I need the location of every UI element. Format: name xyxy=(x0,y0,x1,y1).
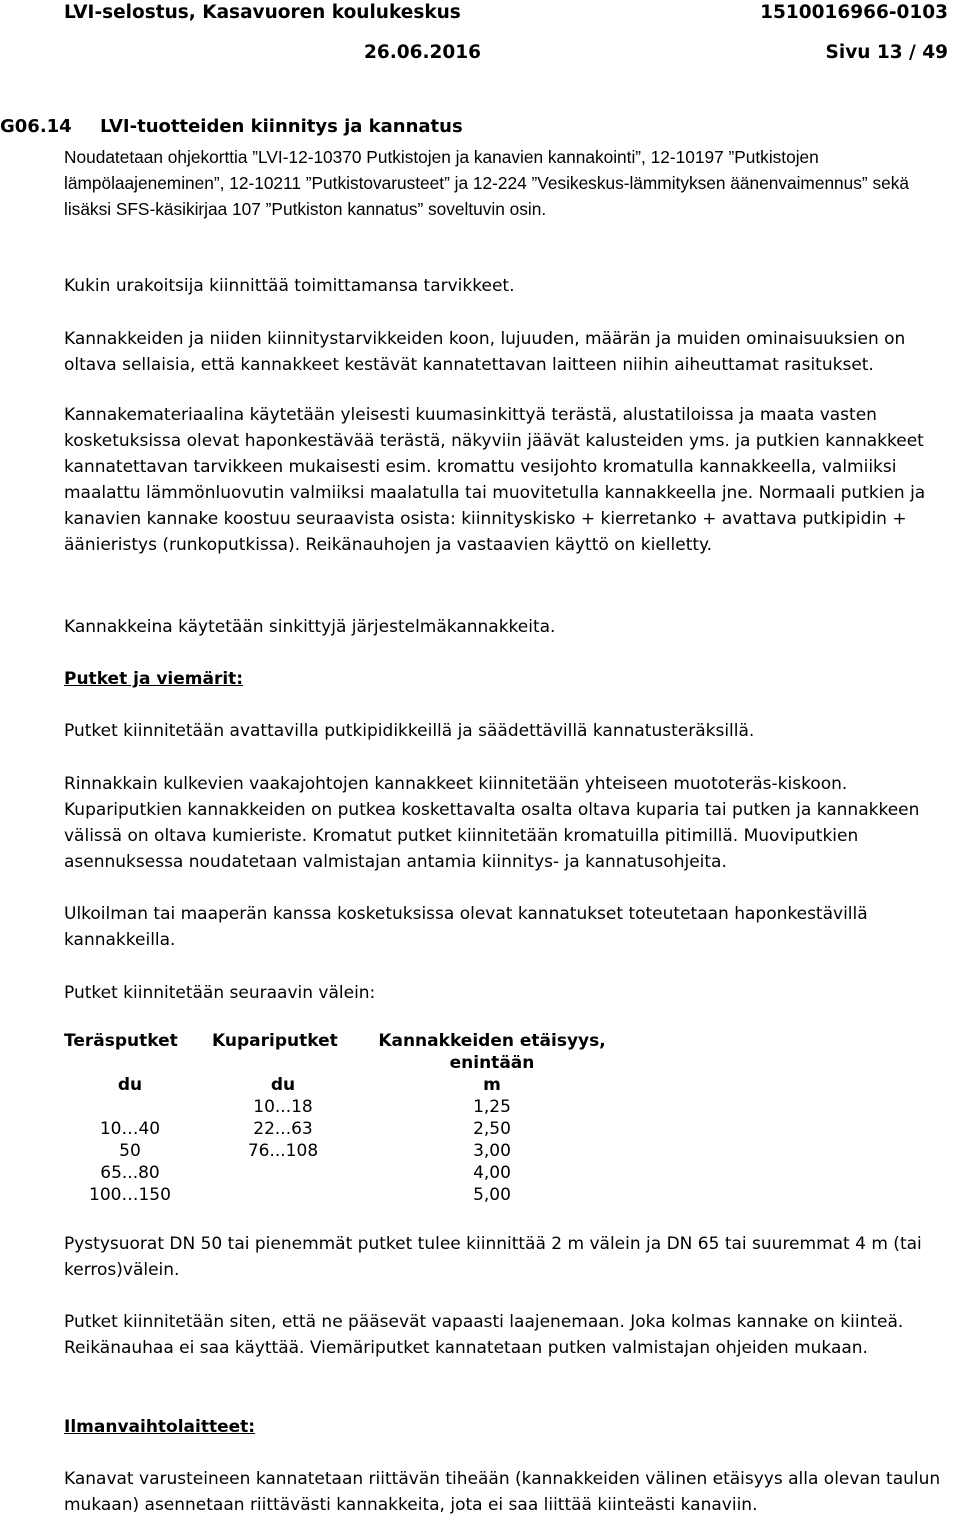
header-doc-number: 1510016966-0103 xyxy=(760,2,948,23)
paragraph: Putket kiinnitetään siten, että ne pääsevät vapaasti laajenemaan. Joka kolmas kannake on kiinteä. Reikänauhaa ei saa käyttää. Viemäriputket kannatetaan putken valmistajan ohjeiden mukaan. xyxy=(64,1312,904,1358)
table-header: Kupariputket xyxy=(212,1031,338,1051)
paragraph-intro: Noudatetaan ohjekorttia ”LVI-12-10370 Putkistojen ja kanavien kannakointi”, 12-10197 ”Putkistojen lämpölaajeneminen”, 12-10211 ”Putkistovarusteet” ja 12-224 ”Vesikeskus-lämmityksen äänenvaimennus” sekä lisäksi SFS-käsikirjaa 107 ”Putkiston kannatus” soveltuvin osin. xyxy=(64,147,909,219)
table-cell xyxy=(56,1096,204,1118)
header-title: LVI-selostus, Kasavuoren koulukeskus xyxy=(64,2,461,23)
table-cell xyxy=(204,1162,362,1184)
paragraph: Ulkoilman tai maaperän kanssa kosketuksissa olevat kannatukset toteutetaan haponkestävillä kannakkeilla. xyxy=(64,904,868,950)
table-unit: du xyxy=(117,1075,143,1095)
section-title: LVI-tuotteiden kiinnitys ja kannatus xyxy=(100,116,463,137)
table-cell xyxy=(204,1184,362,1206)
table-cell: 3,00 xyxy=(473,1141,511,1161)
paragraph: Kukin urakoitsija kiinnittää toimittamansa tarvikkeet. xyxy=(64,276,515,296)
paragraph: Kannakkeina käytetään sinkittyjä järjestelmäkannakkeita. xyxy=(64,617,556,637)
support-spacing-table xyxy=(56,1030,622,1206)
table-cell: 10…40 xyxy=(99,1119,161,1139)
table-unit: m xyxy=(483,1075,501,1095)
paragraph: Rinnakkain kulkevien vaakajohtojen kannakkeet kiinnitetään yhteiseen muototeräs-kiskoon. Kupariputkien kannakkeiden on putkea koskettavalta osalta oltava kuparia tai putken ja kannakkeen välissä on oltava kumieriste. Kromatut putket kiinnitetään kromatuilla pitimillä. Muoviputkien asennuksessa noudatetaan valmistajan antamia kiinnitys- ja kannatusohjeita. xyxy=(64,774,920,872)
table-units-row xyxy=(56,1074,622,1096)
table-row xyxy=(56,1096,622,1118)
table-header-row xyxy=(56,1030,622,1074)
header-date: 26.06.2016 xyxy=(364,42,482,63)
table-row xyxy=(56,1184,622,1206)
table-cell: 22...63 xyxy=(253,1119,313,1139)
table-header: Kannakkeiden etäisyys, enintään xyxy=(378,1031,606,1073)
table-cell: 2,50 xyxy=(473,1119,511,1139)
table-cell: 5,00 xyxy=(473,1185,511,1205)
table-cell: 50 xyxy=(119,1141,141,1161)
table-row xyxy=(56,1118,622,1140)
table-header: Teräsputket xyxy=(64,1031,178,1051)
table-cell: 4,00 xyxy=(473,1163,511,1183)
subheading-putket: Putket ja viemärit: xyxy=(64,669,244,689)
table-cell: 76...108 xyxy=(247,1141,319,1161)
paragraph: Pystysuorat DN 50 tai pienemmät putket tulee kiinnittää 2 m välein ja DN 65 tai suuremmat 4 m (tai kerros)välein. xyxy=(64,1234,922,1280)
table-unit: du xyxy=(270,1075,296,1095)
table-cell: 1,25 xyxy=(473,1097,511,1117)
subheading-ilmanvaihto: Ilmanvaihtolaitteet: xyxy=(64,1417,256,1437)
section-number: G06.14 xyxy=(0,116,72,137)
table-cell: 10...18 xyxy=(253,1097,313,1117)
table-row xyxy=(56,1140,622,1162)
section-heading xyxy=(0,116,463,137)
paragraph: Putket kiinnitetään seuraavin välein: xyxy=(64,983,376,1003)
paragraph: Kanavat varusteineen kannatetaan riittävän tiheään (kannakkeiden välinen etäisyys alla olevan taulun mukaan) asennetaan riittävästi kannakkeita, jota ei saa liittää kiinteästi kanaviin. xyxy=(64,1469,941,1515)
table-row xyxy=(56,1162,622,1184)
paragraph: Kannakkeiden ja niiden kiinnitystarvikkeiden koon, lujuuden, määrän ja muiden ominaisuuksien on oltava sellaisia, että kannakkeet kestävät kannatettavan laitteen niihin aiheuttamat rasitukset. xyxy=(64,329,906,375)
table-cell: 100…150 xyxy=(89,1185,171,1205)
paragraph: Kannakemateriaalina käytetään yleisesti kuumasinkittyä terästä, alustatiloissa ja maata vasten kosketuksissa olevat haponkestävää terästä, näkyviin jäävät kalusteiden yms. ja putkien kannakkeet kannatettavan tarvikkeen mukaisesti esim. kromattu vesijohto kromatulla kannakkeella, valmiiksi maalattu lämmönluovutin valmiiksi maalatulla tai muovitetulla kannakkeella jne. Normaali putkien ja kanavien kannake koostuu seuraavista osista: kiinnityskisko + kierretanko + avattava putkipidin + äänieristys (runkoputkissa). Reikänauhojen ja vastaavien käyttö on kielletty. xyxy=(64,405,926,555)
paragraph: Putket kiinnitetään avattavilla putkipidikkeillä ja säädettävillä kannatusteräksillä. xyxy=(64,721,755,741)
table-cell: 65...80 xyxy=(100,1163,160,1183)
header-page-number: Sivu 13 / 49 xyxy=(825,42,948,63)
